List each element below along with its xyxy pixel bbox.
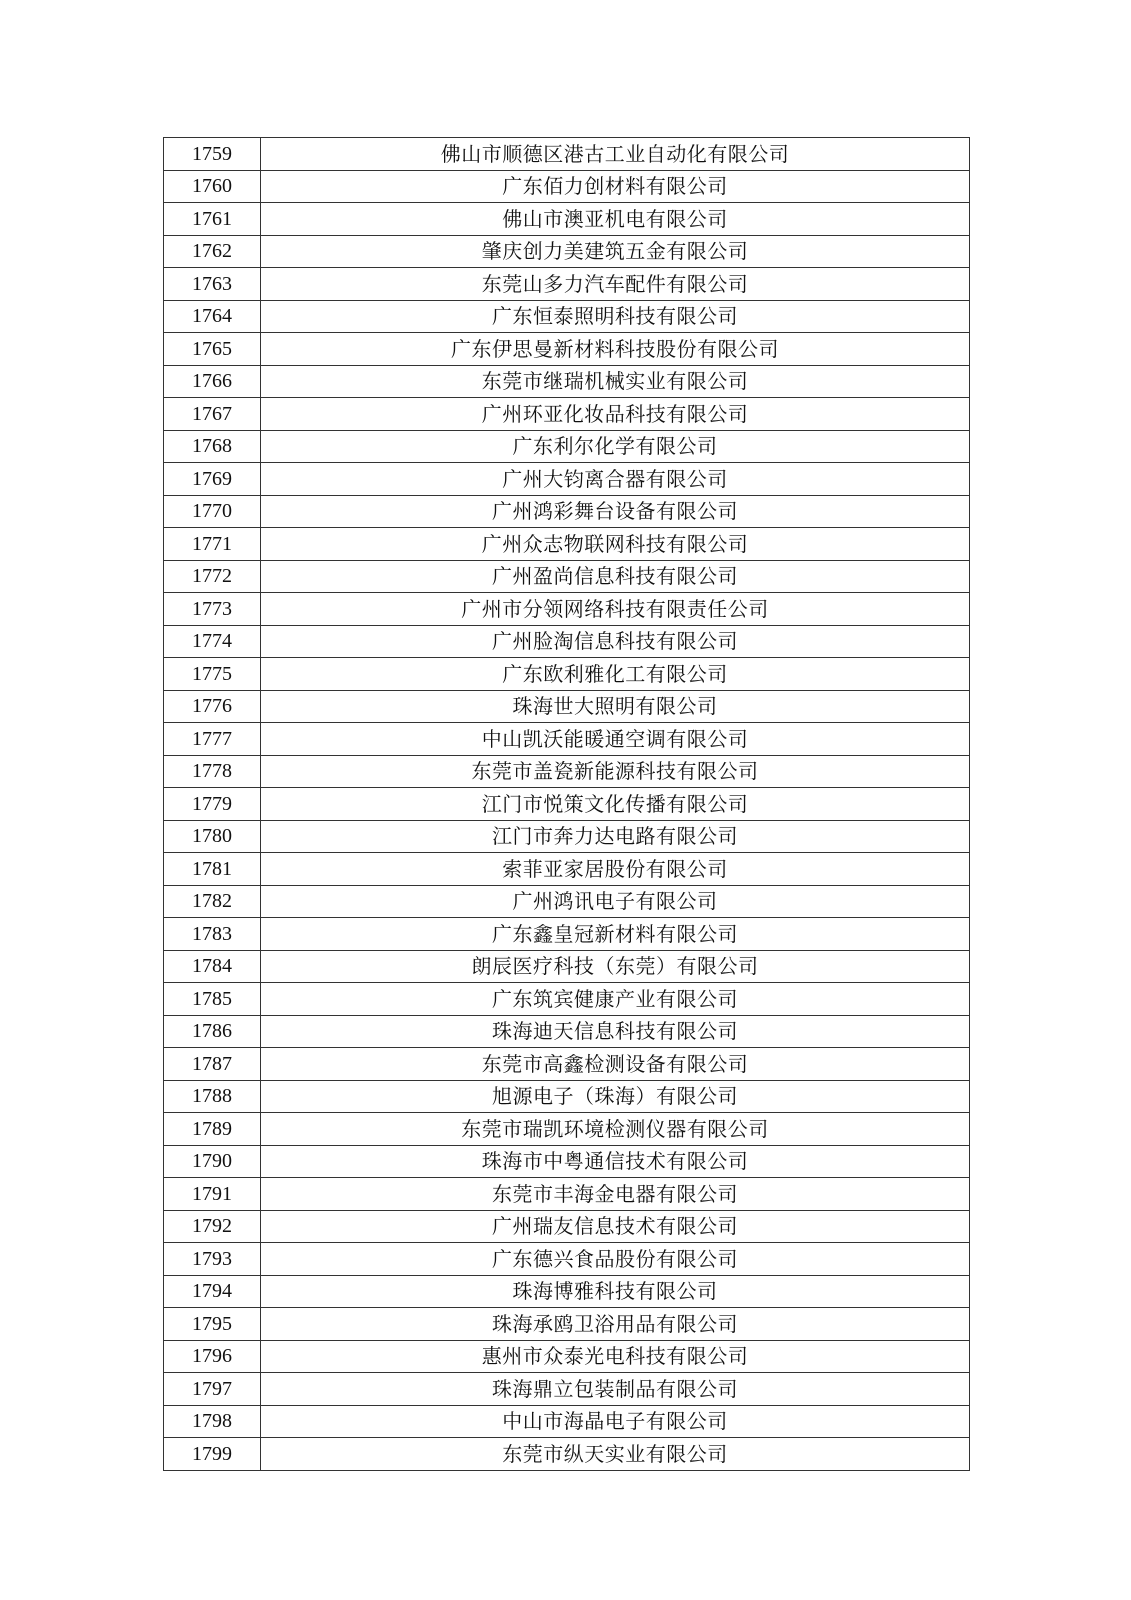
company-name-cell: 广东鑫皇冠新材料有限公司 [261, 918, 970, 951]
company-name-cell: 广州市分领网络科技有限责任公司 [261, 593, 970, 626]
company-name-cell: 东莞市丰海金电器有限公司 [261, 1178, 970, 1211]
row-number-cell: 1767 [164, 398, 261, 431]
table-row [164, 1210, 970, 1243]
row-number-cell: 1759 [164, 138, 261, 171]
company-name-cell: 珠海博雅科技有限公司 [261, 1275, 970, 1308]
company-name-cell: 珠海鼎立包装制品有限公司 [261, 1373, 970, 1406]
company-name-cell: 珠海迪天信息科技有限公司 [261, 1015, 970, 1048]
company-name-cell: 广州盈尚信息科技有限公司 [261, 560, 970, 593]
company-name-cell: 旭源电子（珠海）有限公司 [261, 1080, 970, 1113]
company-name-cell: 佛山市澳亚机电有限公司 [261, 203, 970, 236]
table-row [164, 398, 970, 431]
company-name-cell: 惠州市众泰光电科技有限公司 [261, 1340, 970, 1373]
company-name-cell: 索菲亚家居股份有限公司 [261, 853, 970, 886]
row-number-cell: 1786 [164, 1015, 261, 1048]
table-row [164, 1275, 970, 1308]
row-number-cell: 1797 [164, 1373, 261, 1406]
company-name-cell: 中山凯沃能暖通空调有限公司 [261, 723, 970, 756]
company-name-cell: 东莞市继瑞机械实业有限公司 [261, 365, 970, 398]
table-row [164, 723, 970, 756]
row-number-cell: 1788 [164, 1080, 261, 1113]
row-number-cell: 1778 [164, 755, 261, 788]
company-name-cell: 江门市悦策文化传播有限公司 [261, 788, 970, 821]
table-row [164, 528, 970, 561]
company-name-cell: 广东佰力创材料有限公司 [261, 170, 970, 203]
company-name-cell: 中山市海晶电子有限公司 [261, 1405, 970, 1438]
row-number-cell: 1781 [164, 853, 261, 886]
row-number-cell: 1774 [164, 625, 261, 658]
row-number-cell: 1780 [164, 820, 261, 853]
table-row [164, 235, 970, 268]
company-name-cell: 广州鸿讯电子有限公司 [261, 885, 970, 918]
table-row [164, 1145, 970, 1178]
row-number-cell: 1779 [164, 788, 261, 821]
row-number-cell: 1777 [164, 723, 261, 756]
row-number-cell: 1785 [164, 983, 261, 1016]
company-list-body [164, 138, 970, 1471]
table-row [164, 853, 970, 886]
row-number-cell: 1789 [164, 1113, 261, 1146]
company-name-cell: 江门市奔力达电路有限公司 [261, 820, 970, 853]
company-name-cell: 广州环亚化妆品科技有限公司 [261, 398, 970, 431]
company-name-cell: 肇庆创力美建筑五金有限公司 [261, 235, 970, 268]
row-number-cell: 1794 [164, 1275, 261, 1308]
row-number-cell: 1787 [164, 1048, 261, 1081]
table-row [164, 1438, 970, 1471]
row-number-cell: 1792 [164, 1210, 261, 1243]
table-row [164, 365, 970, 398]
table-row [164, 1080, 970, 1113]
table-row [164, 918, 970, 951]
row-number-cell: 1799 [164, 1438, 261, 1471]
row-number-cell: 1776 [164, 690, 261, 723]
row-number-cell: 1784 [164, 950, 261, 983]
table-row [164, 690, 970, 723]
row-number-cell: 1783 [164, 918, 261, 951]
company-name-cell: 东莞市瑞凯环境检测仪器有限公司 [261, 1113, 970, 1146]
table-row [164, 203, 970, 236]
table-row [164, 495, 970, 528]
row-number-cell: 1761 [164, 203, 261, 236]
row-number-cell: 1795 [164, 1308, 261, 1341]
company-name-cell: 珠海世大照明有限公司 [261, 690, 970, 723]
table-row [164, 333, 970, 366]
row-number-cell: 1766 [164, 365, 261, 398]
company-name-cell: 珠海市中粤通信技术有限公司 [261, 1145, 970, 1178]
row-number-cell: 1772 [164, 560, 261, 593]
table-row [164, 885, 970, 918]
company-name-cell: 广东德兴食品股份有限公司 [261, 1243, 970, 1276]
company-name-cell: 东莞市纵天实业有限公司 [261, 1438, 970, 1471]
table-row [164, 1405, 970, 1438]
table-row [164, 1113, 970, 1146]
table-row [164, 1178, 970, 1211]
company-name-cell: 朗辰医疗科技（东莞）有限公司 [261, 950, 970, 983]
row-number-cell: 1775 [164, 658, 261, 691]
company-name-cell: 东莞山多力汽车配件有限公司 [261, 268, 970, 301]
table-row [164, 950, 970, 983]
table-row [164, 430, 970, 463]
table-row [164, 300, 970, 333]
company-name-cell: 广东利尔化学有限公司 [261, 430, 970, 463]
row-number-cell: 1764 [164, 300, 261, 333]
row-number-cell: 1796 [164, 1340, 261, 1373]
row-number-cell: 1760 [164, 170, 261, 203]
row-number-cell: 1771 [164, 528, 261, 561]
row-number-cell: 1762 [164, 235, 261, 268]
table-row [164, 755, 970, 788]
table-row [164, 625, 970, 658]
row-number-cell: 1763 [164, 268, 261, 301]
company-name-cell: 广东恒泰照明科技有限公司 [261, 300, 970, 333]
company-name-cell: 广州众志物联网科技有限公司 [261, 528, 970, 561]
table-row [164, 1308, 970, 1341]
table-row [164, 593, 970, 626]
table-row [164, 138, 970, 171]
row-number-cell: 1773 [164, 593, 261, 626]
table-row [164, 1243, 970, 1276]
company-name-cell: 东莞市高鑫检测设备有限公司 [261, 1048, 970, 1081]
table-row [164, 820, 970, 853]
company-name-cell: 东莞市盖瓷新能源科技有限公司 [261, 755, 970, 788]
row-number-cell: 1798 [164, 1405, 261, 1438]
row-number-cell: 1782 [164, 885, 261, 918]
company-name-cell: 广州鸿彩舞台设备有限公司 [261, 495, 970, 528]
company-name-cell: 广州脸淘信息科技有限公司 [261, 625, 970, 658]
company-name-cell: 广东欧利雅化工有限公司 [261, 658, 970, 691]
row-number-cell: 1770 [164, 495, 261, 528]
table-row [164, 1015, 970, 1048]
company-list-table [163, 137, 970, 1471]
table-row [164, 658, 970, 691]
company-name-cell: 珠海承鸥卫浴用品有限公司 [261, 1308, 970, 1341]
row-number-cell: 1791 [164, 1178, 261, 1211]
row-number-cell: 1768 [164, 430, 261, 463]
row-number-cell: 1793 [164, 1243, 261, 1276]
company-name-cell: 广州瑞友信息技术有限公司 [261, 1210, 970, 1243]
table-row [164, 1373, 970, 1406]
company-name-cell: 广东伊思曼新材料科技股份有限公司 [261, 333, 970, 366]
row-number-cell: 1769 [164, 463, 261, 496]
table-row [164, 983, 970, 1016]
table-row [164, 463, 970, 496]
table-row [164, 788, 970, 821]
company-name-cell: 广州大钧离合器有限公司 [261, 463, 970, 496]
table-row [164, 560, 970, 593]
table-row [164, 1048, 970, 1081]
row-number-cell: 1790 [164, 1145, 261, 1178]
row-number-cell: 1765 [164, 333, 261, 366]
company-name-cell: 佛山市顺德区港古工业自动化有限公司 [261, 138, 970, 171]
table-row [164, 1340, 970, 1373]
table-row [164, 170, 970, 203]
table-row [164, 268, 970, 301]
company-name-cell: 广东筑宾健康产业有限公司 [261, 983, 970, 1016]
